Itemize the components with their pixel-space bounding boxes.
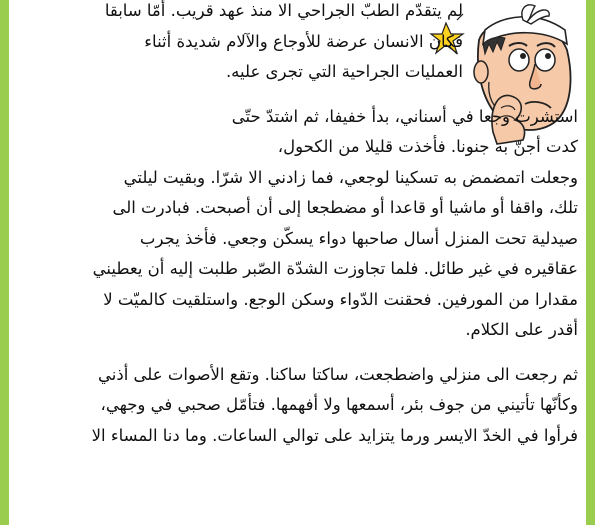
left-border-bar: [0, 0, 9, 525]
paragraph-3: [17, 360, 578, 452]
story-page: [17, 0, 578, 525]
right-border-bar: [586, 0, 595, 525]
story-text: [17, 0, 578, 451]
paragraph-1-line-3: العمليات الجراحية التي تجرى عليه.: [225, 62, 463, 81]
paragraph-2-line-7: مقدارا من المورفين. فحقنت الدّواء وسكن الوجع. واستلقيت كالميّت لا: [103, 289, 578, 309]
paragraph-3-line-1: ثم رجعت الى منزلي واضطجعت، ساكتا ساكنا. وتقع الأصوات على أذني: [98, 364, 578, 384]
paragraph-2: [17, 102, 578, 346]
paragraph-2-line-5: صيدلية تحت المنزل أسال صاحبها دواء يسكّن وجعي. فأخذ يجرب: [139, 228, 578, 248]
paragraph-3-line-2: وكأنّها تأتيني من جوف بئر، أسمعها ولا أفهمها. فتأمّل صحبي في وجهي،: [100, 395, 578, 414]
paragraph-1-line-2: فكان الانسان عرضة للأوجاع والآلام شديدة أثناء: [144, 31, 463, 51]
paragraph-2-line-6: عقاقيره في غير طائل. فلما تجاوزت الشدّة الصّبر طلبت إليه أن يعطيني: [92, 259, 578, 278]
paragraph-2-line-1: استشرت وجعا في أسناني، بدأ خفيفا، ثم اشتدّ حتّى: [231, 106, 578, 126]
paragraph-2-line-2: كدت أجنّ به جنونا. فأخذت قليلا من الكحول،: [277, 137, 578, 156]
paragraph-2-line-3: وجعلت اتمضمض به تسكينا لوجعي، فما زادني الا شرّا. وبقيت ليلتي: [123, 167, 578, 187]
paragraph-3-line-3: فرأوا في الخدّ الايسر ورما يتزايد على توالي الساعات. وما دنا المساء الا: [91, 425, 578, 445]
paragraph-1: [68, 0, 463, 88]
paragraph-2-line-4: تلك، واقفا أو ماشيا أو قاعدا أو مضطجعا إلى أن أصبحت. فبادرت الى: [112, 198, 578, 217]
paragraph-2-line-8: أقدر على الكلام.: [465, 320, 578, 339]
paragraph-1-line-1: لم يتقدّم الطبّ الجراحي الا منذ عهد قريب. أمّا سابقا: [104, 1, 463, 20]
